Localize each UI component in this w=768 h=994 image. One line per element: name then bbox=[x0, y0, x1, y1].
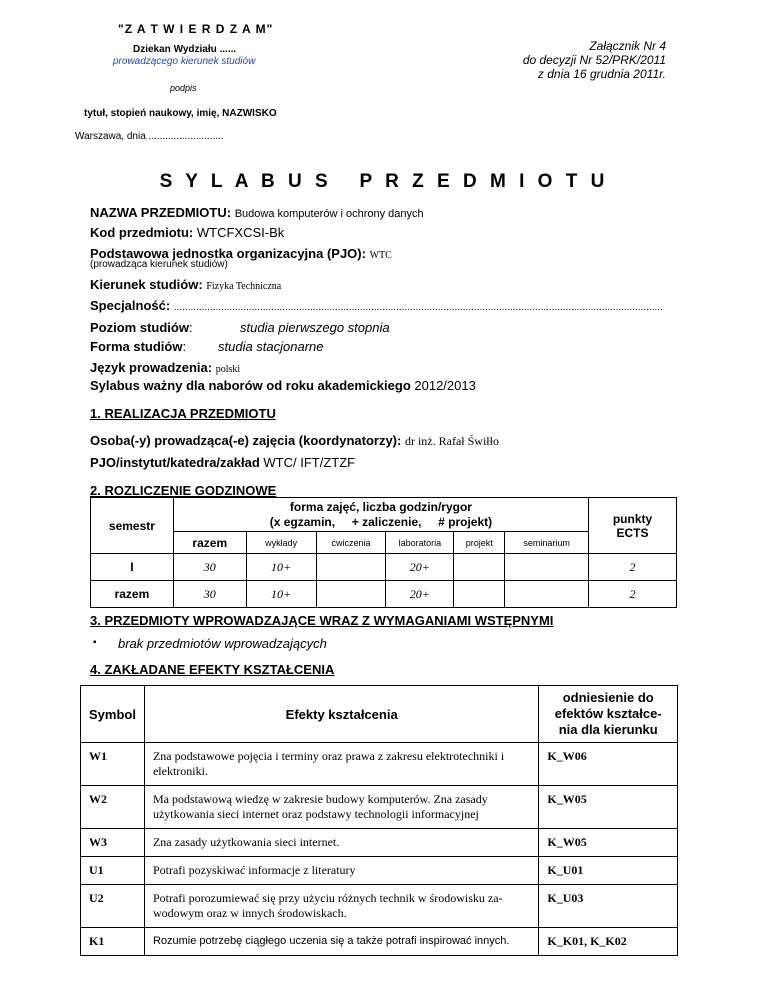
table-row bbox=[81, 786, 678, 829]
valid-value: 2012/2013 bbox=[414, 378, 476, 393]
hours-header-form-line-1: forma zajęć, liczba godzin/rygor bbox=[289, 499, 472, 514]
effects-header-ref: odniesienie do efektów kształce-nia dla kierunku bbox=[539, 686, 678, 743]
hours-cell-lectures: 10+ bbox=[246, 554, 316, 581]
annex-line-1: Załącznik Nr 4 bbox=[589, 39, 666, 53]
hours-row bbox=[91, 581, 677, 608]
subject-code-row bbox=[90, 225, 284, 240]
field-of-study-label: Kierunek studiów: bbox=[90, 277, 203, 292]
hours-header-form-line-2: (x egzamin, + zaliczenie, # projekt) bbox=[269, 514, 493, 529]
hours-sub-lectures: wykłady bbox=[246, 532, 316, 554]
section-1-heading: 1. REALIZACJA PRZEDMIOTU bbox=[90, 406, 276, 421]
hours-cell-lab: 20+ bbox=[386, 581, 454, 608]
hours-cell-semester: I bbox=[91, 554, 174, 581]
pjo-label: Podstawowa jednostka organizacyjna (PJO): bbox=[90, 246, 366, 261]
form-label: Forma studiów bbox=[90, 339, 183, 354]
dean-label: Dziekan Wydziału ...... bbox=[133, 44, 237, 55]
effect-reference: K_W05 bbox=[539, 786, 678, 829]
section-2-heading: 2. ROZLICZENIE GODZINOWE bbox=[90, 483, 277, 498]
effects-table bbox=[80, 685, 678, 956]
annex-line-2: do decyzji Nr 52/PRK/2011 bbox=[522, 53, 666, 67]
effect-symbol: K1 bbox=[81, 928, 145, 956]
effect-symbol: U2 bbox=[81, 885, 145, 928]
hours-cell-total: 30 bbox=[173, 554, 246, 581]
subject-name-label: NAZWA PRZEDMIOTU: bbox=[90, 205, 232, 220]
subject-code-value: WTCFXCSI-Bk bbox=[196, 225, 285, 240]
unit-label: PJO/instytut/katedra/zakład bbox=[90, 455, 260, 470]
effect-symbol: U1 bbox=[81, 857, 145, 885]
table-row bbox=[81, 885, 678, 928]
effect-reference: K_U03 bbox=[539, 885, 678, 928]
level-colon: : bbox=[188, 320, 193, 335]
hours-cell-exercises bbox=[316, 581, 386, 608]
hours-cell-total: 30 bbox=[173, 581, 246, 608]
teacher-label: Osoba(-y) prowadząca(-e) zajęcia (koordynatorzy): bbox=[90, 433, 402, 448]
hours-cell-project bbox=[454, 581, 505, 608]
effect-symbol: W2 bbox=[81, 786, 145, 829]
hours-table bbox=[90, 497, 677, 608]
specialty-row bbox=[90, 298, 680, 313]
pjo-note: (prowadząca kierunek studiów) bbox=[90, 259, 228, 270]
language-label: Język prowadzenia: bbox=[90, 360, 213, 375]
effect-description: Potrafi pozyskiwać informacje z literatury bbox=[144, 857, 538, 885]
table-row bbox=[81, 829, 678, 857]
hours-sub-total: razem bbox=[173, 532, 246, 554]
effect-description: Zna podstawowe pojęcia i terminy oraz prawa z zakresu elektrotechniki i elektroniki. bbox=[144, 743, 538, 786]
effect-reference: K_W05 bbox=[539, 829, 678, 857]
table-row bbox=[81, 928, 678, 956]
place-date: Warszawa, dnia ........................... bbox=[75, 131, 224, 142]
effect-description: Zna zasady użytkowania sieci internet. bbox=[144, 829, 538, 857]
hours-header-semester: semestr bbox=[91, 498, 174, 554]
approval-title: "Z A T W I E R D Z A M" bbox=[118, 22, 274, 36]
effect-description: Rozumie potrzebę ciągłego uczenia się a także potrafi inspirować innych. bbox=[144, 928, 538, 956]
annex-block bbox=[523, 39, 666, 81]
hours-cell-seminar bbox=[505, 581, 589, 608]
form-colon: : bbox=[182, 339, 187, 354]
pjo-value: WTC bbox=[369, 250, 392, 261]
hours-header-ects: punkty ECTS bbox=[589, 498, 677, 554]
hours-row bbox=[91, 554, 677, 581]
hours-cell-seminar bbox=[505, 554, 589, 581]
effect-symbol: W3 bbox=[81, 829, 145, 857]
prerequisites-text: brak przedmiotów wprowadzających bbox=[118, 636, 327, 651]
subject-name-value: Budowa komputerów i ochrony danych bbox=[234, 208, 424, 220]
hours-cell-project bbox=[454, 554, 505, 581]
hours-sub-exercises: ćwiczenia bbox=[316, 532, 386, 554]
section-3-heading: 3. PRZEDMIOTY WPROWADZAJĄCE WRAZ Z WYMAGANIAMI WSTĘPNYMI bbox=[90, 613, 554, 628]
field-of-study-row bbox=[90, 277, 281, 292]
dean-sublabel: prowadzącego kierunek studiów bbox=[113, 56, 256, 67]
table-row bbox=[81, 743, 678, 786]
hours-sub-lab: laboratoria bbox=[386, 532, 454, 554]
hours-cell-semester: razem bbox=[91, 581, 174, 608]
unit-row bbox=[90, 455, 355, 470]
effect-reference: K_U01 bbox=[539, 857, 678, 885]
form-value: studia stacjonarne bbox=[218, 339, 324, 354]
language-row bbox=[90, 360, 240, 375]
table-row bbox=[81, 857, 678, 885]
teacher-value: dr inż. Rafał Świłło bbox=[404, 434, 499, 448]
unit-value: WTC/ IFT/ZTZF bbox=[263, 455, 356, 470]
field-of-study-value: Fizyka Techniczna bbox=[206, 281, 282, 292]
valid-row bbox=[90, 378, 476, 393]
teacher-row bbox=[90, 433, 499, 449]
effect-description: Ma podstawową wiedzę w zakresie budowy komputerów. Zna zasady użytkowania sieci internet oraz podstawy technologii informacyjnej bbox=[144, 786, 538, 829]
hours-cell-exercises bbox=[316, 554, 386, 581]
effect-symbol: W1 bbox=[81, 743, 145, 786]
specialty-label: Specjalność: bbox=[90, 298, 171, 313]
document-title: S Y L A B U S P R Z E D M I O T U bbox=[159, 171, 609, 192]
level-row bbox=[90, 320, 193, 335]
specialty-value: ................................................................................................................................................................................ bbox=[173, 302, 663, 313]
hours-cell-ects: 2 bbox=[589, 554, 677, 581]
hours-cell-ects: 2 bbox=[589, 581, 677, 608]
signature-label: podpis bbox=[170, 83, 197, 93]
hours-cell-lectures: 10+ bbox=[246, 581, 316, 608]
hours-cell-lab: 20+ bbox=[386, 554, 454, 581]
hours-sub-project: projekt bbox=[454, 532, 505, 554]
effect-reference: K_K01, K_K02 bbox=[539, 928, 678, 956]
bullet-icon: ▪ bbox=[93, 637, 97, 648]
level-label: Poziom studiów bbox=[90, 320, 189, 335]
form-row bbox=[90, 339, 186, 354]
degree-label: tytuł, stopień naukowy, imię, NAZWISKO bbox=[84, 108, 277, 119]
hours-sub-seminar: seminarium bbox=[505, 532, 589, 554]
effect-description: Potrafi porozumiewać się przy użyciu różnych technik w środowisku za-wodowym oraz w innych środowiskach. bbox=[144, 885, 538, 928]
effects-header-effects: Efekty kształcenia bbox=[144, 686, 538, 743]
language-value: polski bbox=[215, 364, 241, 375]
section-4-heading: 4. ZAKŁADANE EFEKTY KSZTAŁCENIA bbox=[90, 662, 335, 677]
valid-label: Sylabus ważny dla naborów od roku akademickiego bbox=[90, 378, 411, 393]
effects-header-symbol: Symbol bbox=[81, 686, 145, 743]
effect-reference: K_W06 bbox=[539, 743, 678, 786]
level-value: studia pierwszego stopnia bbox=[240, 320, 390, 335]
hours-header-form bbox=[173, 498, 588, 532]
subject-code-label: Kod przedmiotu: bbox=[90, 225, 194, 240]
subject-name-row bbox=[90, 205, 424, 220]
annex-line-3: z dnia 16 grudnia 2011r. bbox=[537, 67, 666, 81]
